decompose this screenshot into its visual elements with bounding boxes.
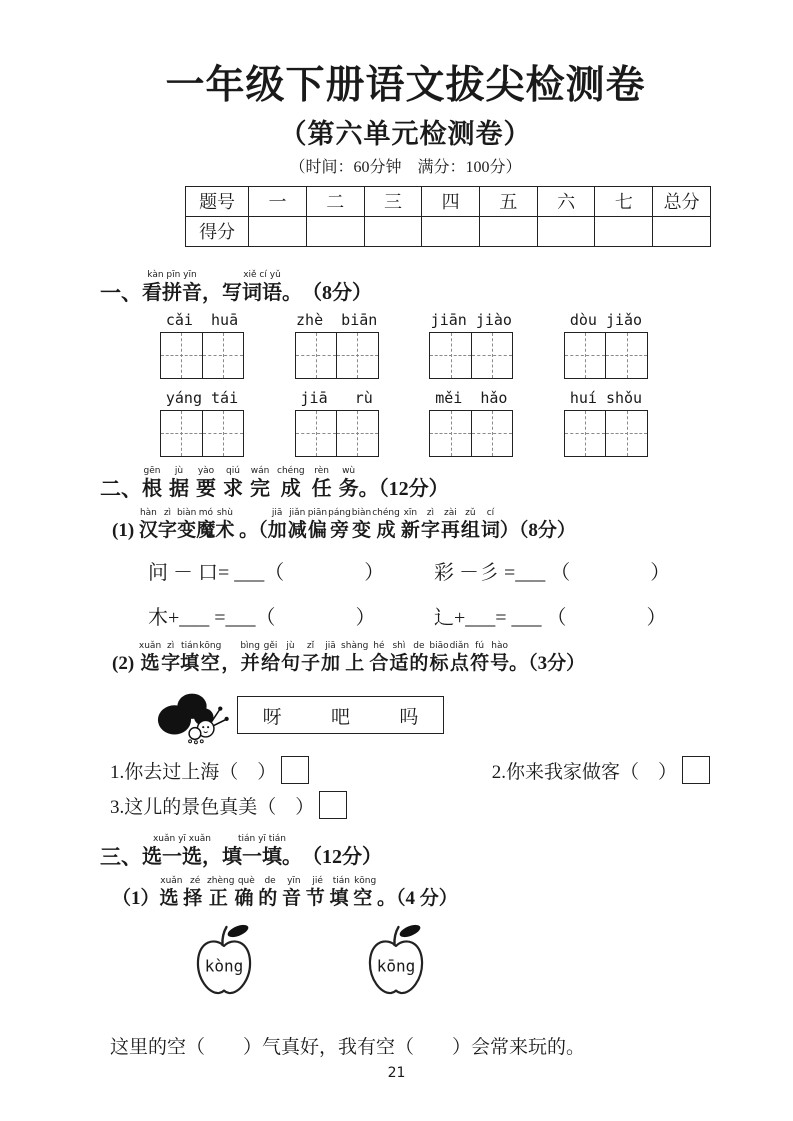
- choice-word: 呀: [262, 706, 282, 728]
- pinyin-annotation: jù: [174, 465, 184, 476]
- pinyin-words-row-2: [160, 389, 648, 457]
- pinyin-annotation: zhèng: [207, 876, 235, 887]
- section-3-number: 三、: [100, 845, 142, 870]
- heading-text: 填: [329, 888, 354, 910]
- ruby-pair: [234, 877, 258, 910]
- ruby-pair: [222, 835, 302, 869]
- ruby-pair: [312, 467, 332, 501]
- ruby-pair: [268, 509, 287, 542]
- apple-pinyin-label: kōng: [376, 956, 416, 976]
- heading-text: 看拼音: [142, 281, 202, 304]
- heading-text: 组: [460, 519, 480, 541]
- score-table-header-cell: 六: [537, 186, 595, 216]
- pinyin-word-label: huí shǒu: [569, 388, 643, 407]
- pinyin-word-label: jiān jiào: [430, 310, 512, 329]
- writing-grid-cell: [161, 333, 202, 378]
- part-2-title: [139, 642, 221, 675]
- writing-grid-cell: [336, 411, 378, 456]
- heading-text: 给: [260, 652, 280, 674]
- score-input-cell: [364, 216, 422, 246]
- pinyin-annotation: fú: [475, 640, 485, 651]
- apple-illustration: [360, 922, 432, 1002]
- ruby-pair: [372, 509, 400, 542]
- equation: 彩 －彡 =___ （ ）: [434, 561, 671, 584]
- score-input-cell: [422, 216, 480, 246]
- pinyin-annotation: shì: [392, 640, 406, 651]
- pinyin-annotation: jiā: [325, 640, 336, 651]
- score-table-header-cell: 五: [480, 186, 538, 216]
- pinyin-annotation: yào: [197, 465, 215, 476]
- heading-text: 号: [490, 652, 510, 674]
- writing-grid-cell: [605, 411, 647, 456]
- ruby-pair: [490, 642, 509, 675]
- part-2-note: [240, 642, 509, 675]
- ruby-pair: [288, 509, 307, 542]
- section-2-part-1-heading: [112, 509, 711, 542]
- part-1-mid: 。（: [234, 519, 268, 541]
- pinyin-annotation: kōng: [199, 640, 222, 651]
- sentence-group-2: [492, 756, 710, 784]
- ruby-pair: [282, 877, 306, 910]
- ruby-pair: [142, 835, 222, 869]
- pinyin-word-group: [564, 311, 648, 379]
- heading-text: 汉: [138, 519, 158, 541]
- heading-text: 再: [440, 519, 460, 541]
- pinyin-annotation: mó: [198, 507, 214, 518]
- pinyin-annotation: jié: [312, 876, 323, 887]
- pinyin-word-group: [295, 311, 379, 379]
- part-1-note: [268, 509, 500, 542]
- section-1-title: [142, 271, 302, 305]
- pinyin-annotation: gěi: [263, 640, 278, 651]
- pinyin-annotation: de: [413, 640, 425, 651]
- pinyin-annotation: de: [264, 876, 276, 887]
- pinyin-word-label: zhè biān: [296, 310, 378, 329]
- heading-text: 加: [267, 519, 287, 541]
- writing-grid: [295, 410, 379, 457]
- section-1-score: （8分）: [302, 281, 372, 304]
- score-input-cell: [306, 216, 364, 246]
- pinyin-annotation: xuǎn yī xuǎn: [152, 834, 212, 845]
- pinyin-word-label: měi hǎo: [435, 388, 508, 407]
- sentence-item: 2.你来我家做客（ ）: [491, 761, 677, 783]
- heading-text: 符: [470, 652, 490, 674]
- heading-text: 务: [338, 477, 359, 500]
- heading-text: 任: [311, 477, 332, 500]
- ruby-pair: [196, 467, 216, 501]
- ruby-pair: [429, 642, 448, 675]
- pinyin-annotation: bìng: [240, 640, 260, 651]
- pinyin-annotation: zé: [190, 876, 201, 887]
- part-score: 。（4 分）: [377, 888, 458, 910]
- pinyin-words-row-1: [160, 311, 648, 379]
- pinyin-word-group: [429, 389, 513, 457]
- ruby-pair: [160, 877, 184, 910]
- heading-text: 适: [389, 652, 409, 674]
- ruby-pair: [409, 642, 428, 675]
- heading-text: 变: [352, 519, 372, 541]
- choice-word: 吧: [330, 706, 350, 728]
- heading-text: 的: [258, 888, 282, 910]
- heading-text: 字: [157, 519, 177, 541]
- section-2-part-2-heading: [112, 642, 711, 675]
- pinyin-annotation: tián: [332, 876, 350, 887]
- pinyin-annotation: biàn: [351, 507, 372, 518]
- heading-text: 的: [409, 652, 429, 674]
- score-table-header-cell: 题号: [186, 186, 249, 216]
- caterpillar-illustration: [155, 684, 231, 746]
- pinyin-annotation: zì: [426, 507, 434, 518]
- ruby-pair: [308, 509, 327, 542]
- ruby-pair: [261, 642, 280, 675]
- ruby-pair: [180, 642, 199, 675]
- score-table-score-row: [186, 216, 711, 246]
- part-2-score: 。（3分）: [509, 652, 586, 674]
- ruby-pair: [441, 509, 460, 542]
- pinyin-annotation: cí: [486, 507, 495, 518]
- apple-illustration: [188, 922, 260, 1002]
- score-input-cell: [653, 216, 711, 246]
- writing-grid: [429, 410, 513, 457]
- section-1-heading: [100, 271, 711, 305]
- score-input-cell: [249, 216, 307, 246]
- ruby-pair: [142, 271, 202, 305]
- pinyin-annotation: hàn: [139, 507, 157, 518]
- pinyin-annotation: diǎn: [449, 640, 470, 651]
- pinyin-annotation: hé: [373, 640, 385, 651]
- part-label: (1): [112, 519, 139, 541]
- writing-grid-cell: [296, 411, 337, 456]
- score-table-header-cell: 三: [364, 186, 422, 216]
- pinyin-word-group: [429, 311, 513, 379]
- score-label-cell: 得分: [186, 216, 249, 246]
- pinyin-annotation: xuǎn: [138, 640, 162, 651]
- heading-text: 成: [280, 477, 301, 500]
- writing-grid-cell: [336, 333, 378, 378]
- sentence-row-2: [110, 791, 710, 819]
- ruby-pair: [223, 467, 243, 501]
- heading-text: 完: [250, 477, 270, 500]
- heading-text: 正: [208, 888, 233, 910]
- ruby-pair: [183, 877, 207, 910]
- heading-text: 术: [215, 519, 235, 541]
- pinyin-annotation: xuǎn: [160, 876, 183, 887]
- ruby-pair: [277, 467, 305, 501]
- sentence-item: 1.你去过上海（ ）: [110, 761, 277, 783]
- ruby-pair: [461, 509, 480, 542]
- score-table-header-cell: 一: [249, 186, 307, 216]
- heading-text: 要: [196, 477, 216, 500]
- ruby-pair: [142, 467, 162, 501]
- pinyin-word-label: jiā rù: [300, 388, 373, 407]
- ruby-pair: [199, 642, 221, 675]
- section-2-title: [142, 467, 359, 501]
- ruby-pair: [196, 509, 215, 542]
- heading-text: 并: [240, 652, 260, 674]
- heading-text: 选: [159, 888, 184, 910]
- heading-text: 择: [183, 888, 208, 910]
- part-label: (2): [112, 652, 139, 674]
- section-3-score: （12分）: [302, 846, 382, 869]
- pinyin-annotation: zǐ: [306, 640, 315, 651]
- pinyin-annotation: què: [237, 876, 255, 887]
- score-table-header-cell: 总分: [653, 186, 711, 216]
- writing-grid-cell: [161, 411, 202, 456]
- ruby-pair: [281, 642, 300, 675]
- ruby-pair: [369, 642, 388, 675]
- equation: 问 － 口= ___（ ）: [148, 561, 385, 584]
- ruby-pair: [389, 642, 408, 675]
- section-3-title: [142, 835, 302, 869]
- pinyin-annotation: páng: [328, 507, 351, 518]
- score-table-header-row: [186, 186, 711, 216]
- heading-text: 标: [429, 652, 449, 674]
- writing-grid-cell: [605, 333, 647, 378]
- writing-grid-cell: [565, 333, 606, 378]
- score-table: [185, 186, 711, 247]
- ruby-pair: [158, 509, 177, 542]
- fill-sentence: 这里的空（ ）气真好，我有空（ ）会常来玩的。: [110, 1037, 586, 1059]
- writing-grid-cell: [471, 333, 513, 378]
- exam-subtitle: （第六单元检测卷）: [279, 118, 532, 149]
- heading-text: 偏: [307, 519, 327, 541]
- ruby-pair: [250, 467, 270, 501]
- pinyin-annotation: rèn: [314, 465, 329, 476]
- pinyin-word-label: cǎi huā: [165, 310, 239, 329]
- ruby-pair: [139, 642, 161, 675]
- score-table-header-cell: 二: [306, 186, 364, 216]
- heading-text: 据: [169, 477, 189, 500]
- writing-grid-cell: [430, 411, 471, 456]
- apples-row: [188, 922, 711, 1002]
- writing-grid-cell: [471, 411, 513, 456]
- heading-text: 空: [353, 888, 378, 910]
- heading-text: 新: [400, 519, 420, 541]
- ruby-pair: [470, 642, 489, 675]
- sentence-item: 3.这儿的景色真美（ ）: [110, 796, 315, 818]
- ruby-pair: [306, 877, 330, 910]
- heading-text: 上: [345, 652, 365, 674]
- pinyin-annotation: xīn: [403, 507, 418, 518]
- writing-grid-cell: [565, 411, 606, 456]
- part-title: [160, 877, 378, 910]
- ruby-pair: [258, 877, 282, 910]
- section-3-part-1-heading: [112, 877, 711, 910]
- writing-grid-cell: [430, 333, 471, 378]
- section-2-number: 二、: [100, 476, 142, 501]
- pinyin-annotation: kàn pīn yīn: [147, 269, 197, 280]
- page-title: 一年级下册语文拔尖检测卷: [165, 64, 646, 107]
- heading-text: 合: [369, 652, 389, 674]
- pinyin-annotation: zì: [167, 640, 175, 651]
- section-3-heading: [100, 835, 711, 869]
- pinyin-annotation: zì: [163, 507, 172, 518]
- pinyin-word-group: [564, 389, 648, 457]
- heading-text: 求: [223, 477, 243, 500]
- ruby-pair: [352, 509, 371, 542]
- pinyin-annotation: shù: [216, 507, 233, 518]
- pinyin-annotation: yīn: [287, 876, 301, 887]
- part-1-title: [139, 509, 235, 542]
- pinyin-annotation: jiā: [271, 507, 283, 518]
- ruby-pair: [301, 642, 320, 675]
- heading-text: 选: [140, 652, 160, 674]
- heading-text: 字: [420, 519, 440, 541]
- ruby-pair: [401, 509, 420, 542]
- pinyin-annotation: kōng: [354, 876, 377, 887]
- ruby-pair: [421, 509, 440, 542]
- score-table-header-cell: 七: [595, 186, 653, 216]
- pinyin-annotation: zǔ: [465, 507, 476, 518]
- pinyin-annotation: gēn: [143, 465, 161, 476]
- choice-word-box: [237, 696, 444, 734]
- punctuation-box: [682, 756, 710, 784]
- pinyin-annotation: chéng: [372, 507, 400, 518]
- ruby-pair: [215, 509, 234, 542]
- writing-grid: [295, 332, 379, 379]
- punctuation-box: [281, 756, 309, 784]
- pinyin-word-label: yáng tái: [165, 388, 239, 407]
- heading-text: 变: [177, 519, 197, 541]
- pinyin-annotation: wán: [250, 465, 270, 476]
- writing-grid-cell: [202, 333, 244, 378]
- writing-grid: [429, 332, 513, 379]
- heading-text: 成: [376, 519, 396, 541]
- ruby-pair: [353, 877, 377, 910]
- heading-text: 写词语。: [222, 281, 302, 304]
- pinyin-annotation: shàng: [341, 640, 369, 651]
- heading-text: ，: [202, 281, 222, 304]
- writing-grid-cell: [296, 333, 337, 378]
- equation: 辶+___= ___ （ ）: [434, 606, 667, 629]
- exam-meta: （时间：60分钟 满分：100分）: [289, 158, 522, 176]
- heading-text: 句: [281, 652, 301, 674]
- pinyin-annotation: tián: [181, 640, 199, 651]
- heading-text: 选一选，: [142, 846, 222, 869]
- pinyin-annotation: tián yī tián: [237, 834, 287, 845]
- ruby-pair: [481, 509, 500, 542]
- section-2-score: 。（12分）: [358, 477, 449, 500]
- pinyin-annotation: wù: [342, 465, 356, 476]
- equation: 木+___ =___（ ）: [148, 606, 376, 629]
- heading-text: 字: [161, 652, 181, 674]
- part-2-mid: ，: [221, 652, 241, 674]
- equations-block: [148, 556, 711, 630]
- heading-text: 填: [180, 652, 200, 674]
- apple-pinyin-label: kòng: [204, 956, 244, 976]
- pinyin-annotation: qiú: [226, 465, 240, 476]
- heading-text: 音: [281, 888, 306, 910]
- heading-text: 旁: [329, 519, 349, 541]
- pinyin-annotation: jù: [286, 640, 295, 651]
- pinyin-annotation: jiǎn: [289, 507, 306, 518]
- ruby-pair: [240, 642, 260, 675]
- score-table-header-cell: 四: [422, 186, 480, 216]
- pinyin-word-group: [160, 311, 244, 379]
- ruby-pair: [139, 509, 158, 542]
- pinyin-annotation: hào: [491, 640, 508, 651]
- section-2-heading: [100, 467, 711, 501]
- heading-text: 根: [142, 477, 162, 500]
- ruby-pair: [202, 271, 222, 305]
- ruby-pair: [339, 467, 359, 501]
- score-input-cell: [595, 216, 653, 246]
- ruby-pair: [328, 509, 351, 542]
- heading-text: 点: [449, 652, 469, 674]
- pinyin-annotation: xiě cí yǔ: [243, 269, 281, 280]
- pinyin-word-group: [160, 389, 244, 457]
- writing-grid-cell: [202, 411, 244, 456]
- ruby-pair: [161, 642, 180, 675]
- ruby-pair: [207, 877, 234, 910]
- writing-grid: [564, 332, 648, 379]
- sentence-row-1: [110, 756, 710, 784]
- writing-grid: [564, 410, 648, 457]
- ruby-pair: [330, 877, 354, 910]
- pinyin-word-label: dòu jiǎo: [569, 310, 643, 329]
- writing-grid: [160, 410, 244, 457]
- heading-text: 词: [480, 519, 500, 541]
- pinyin-word-group: [295, 389, 379, 457]
- choice-area: [155, 684, 711, 746]
- pinyin-annotation: piān: [307, 507, 328, 518]
- punctuation-box: [319, 791, 347, 819]
- pinyin-annotation: zài: [444, 507, 457, 518]
- part-label: （1）: [112, 888, 160, 910]
- heading-text: 加: [321, 652, 341, 674]
- heading-text: 填一填。: [222, 846, 302, 869]
- part-1-score: ）（8分）: [499, 519, 576, 541]
- ruby-pair: [177, 509, 196, 542]
- heading-text: 子: [301, 652, 321, 674]
- score-input-cell: [480, 216, 538, 246]
- section-1-number: 一、: [100, 280, 142, 305]
- score-input-cell: [537, 216, 595, 246]
- heading-text: 减: [287, 519, 307, 541]
- writing-grid: [160, 332, 244, 379]
- ruby-pair: [222, 271, 302, 305]
- pinyin-annotation: chéng: [277, 465, 305, 476]
- page-number: 21: [387, 1065, 406, 1081]
- pinyin-annotation: biàn: [176, 507, 197, 518]
- heading-text: 确: [234, 888, 259, 910]
- ruby-pair: [341, 642, 368, 675]
- ruby-pair: [169, 467, 189, 501]
- heading-text: 节: [305, 888, 330, 910]
- pinyin-annotation: biāo: [429, 640, 449, 651]
- ruby-pair: [450, 642, 469, 675]
- heading-text: 空: [200, 652, 220, 674]
- ruby-pair: [321, 642, 340, 675]
- choice-word: 吗: [399, 706, 419, 728]
- heading-text: 魔: [196, 519, 216, 541]
